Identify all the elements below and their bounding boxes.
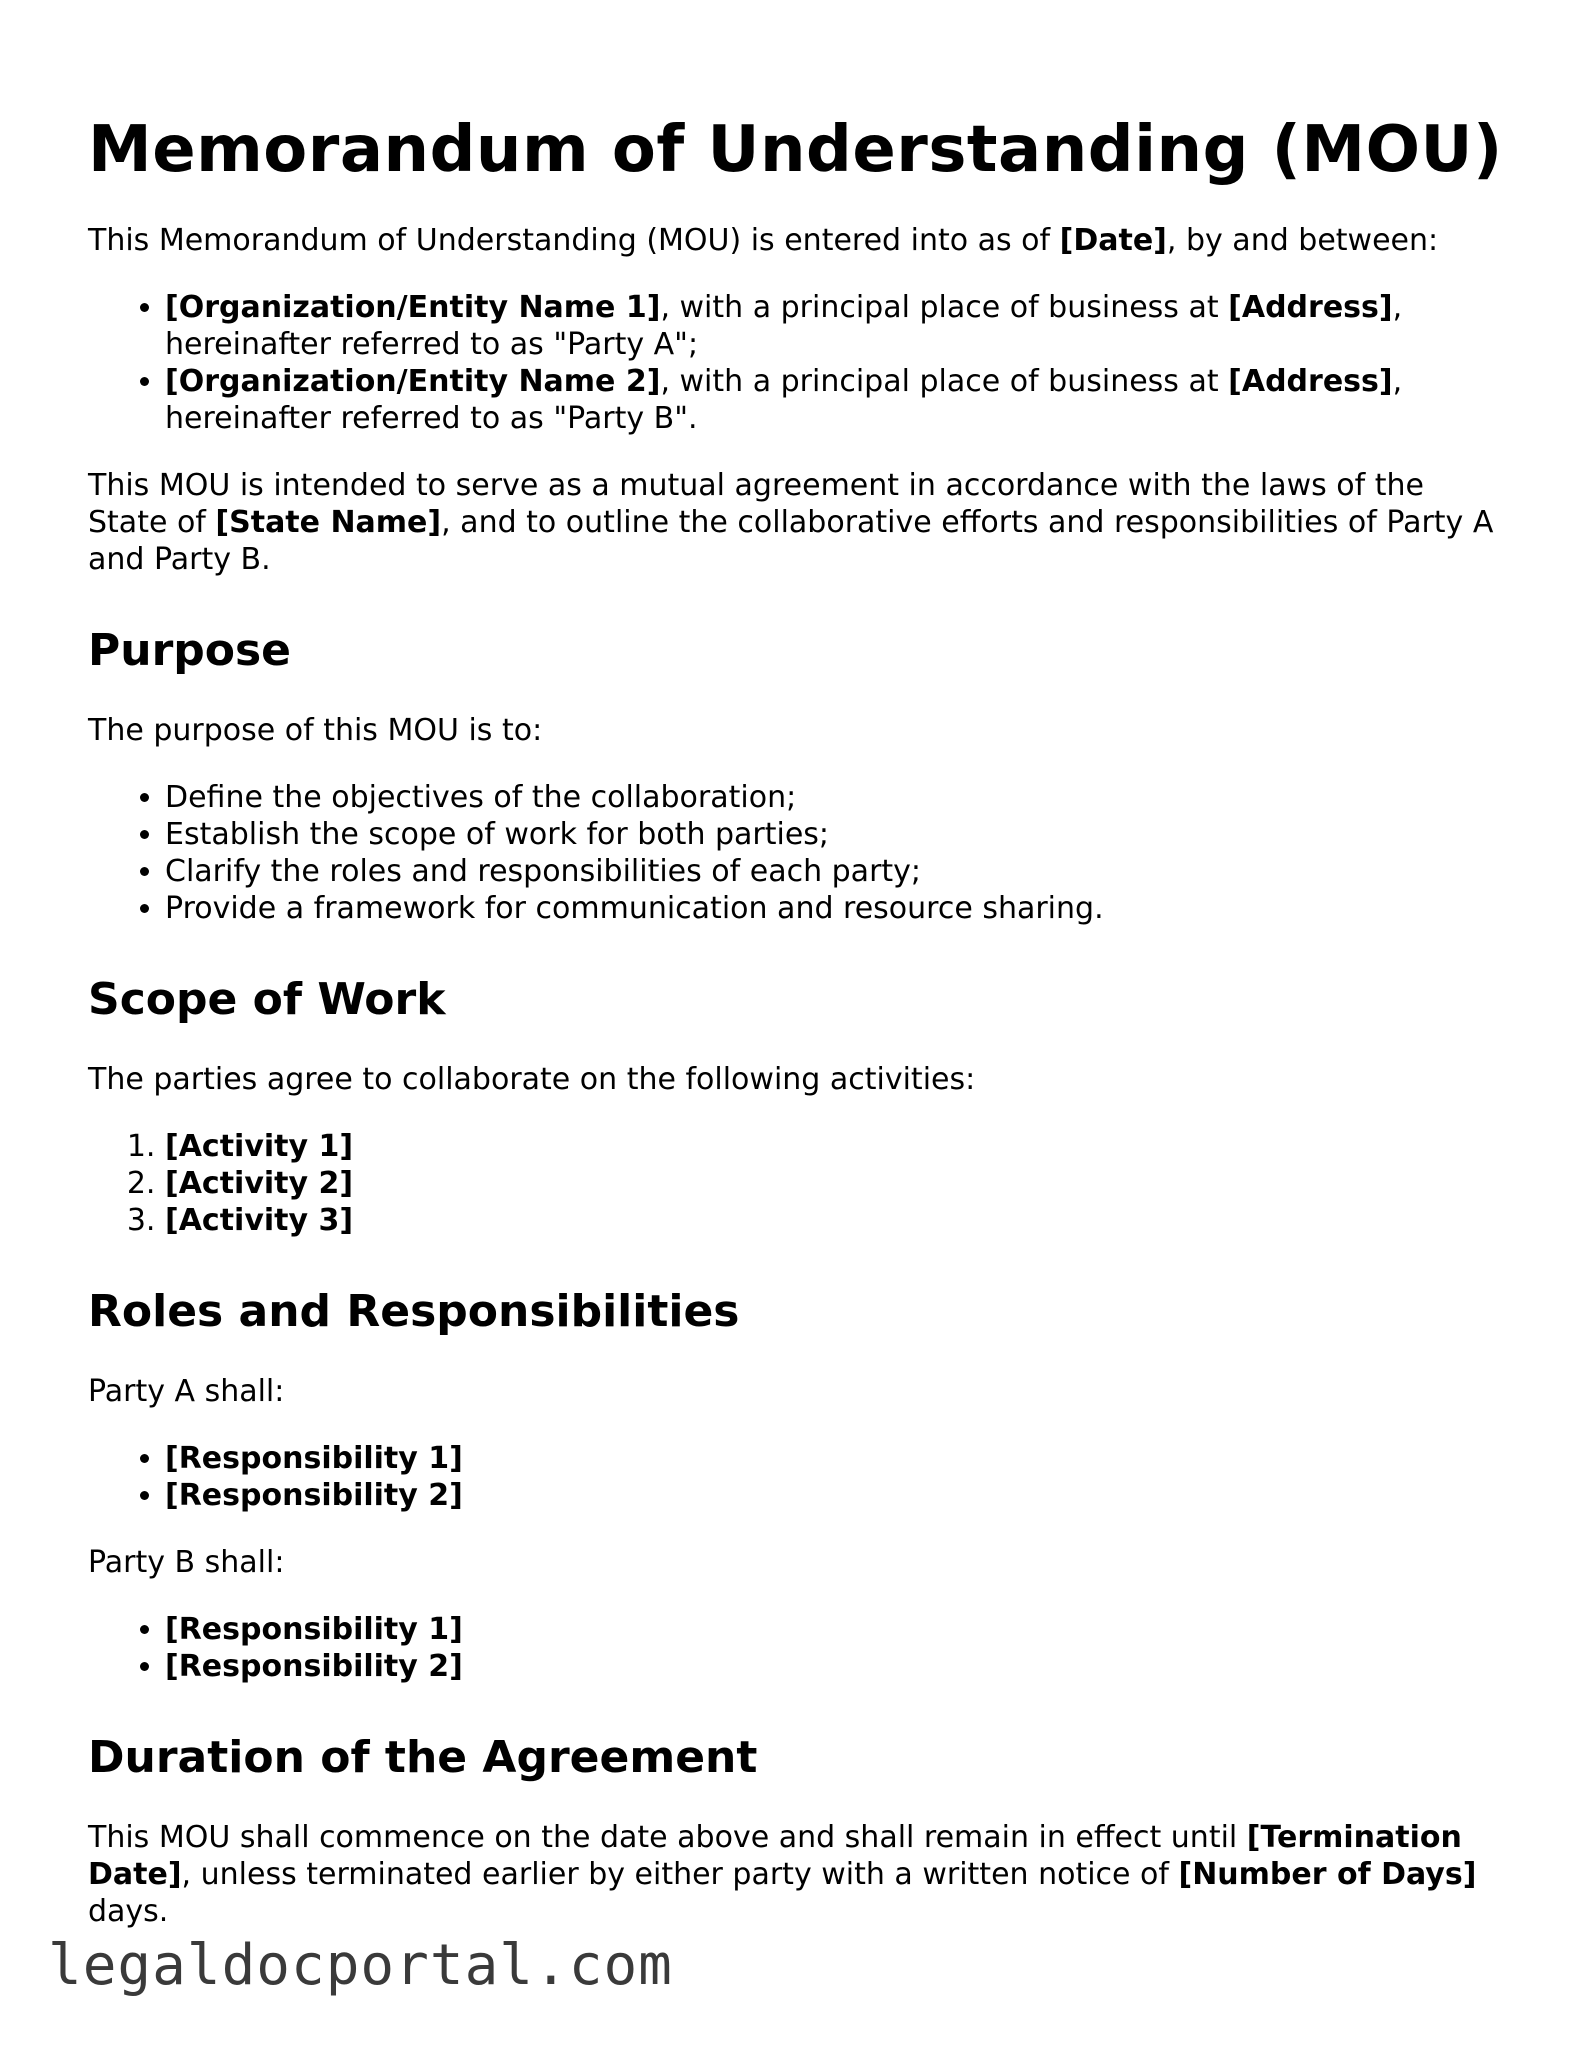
duration-text-after: days. bbox=[88, 1894, 169, 1929]
intent-text-after: , and to outline the collaborative efforts and responsibilities of Party A and Party B. bbox=[88, 505, 1494, 577]
duration-paragraph bbox=[88, 1819, 1508, 1930]
activity-placeholder: [Activity 2] bbox=[165, 1166, 354, 1201]
document-title: Memorandum of Understanding (MOU) bbox=[88, 113, 1503, 187]
responsibility-placeholder: [Responsibility 2] bbox=[165, 1478, 463, 1513]
party-a-middle: , with a principal place of business at bbox=[660, 290, 1229, 325]
document-page bbox=[88, 112, 1508, 1960]
parties-list bbox=[88, 289, 1508, 437]
list-item bbox=[165, 1128, 1508, 1165]
party-a-name: [Organization/Entity Name 1] bbox=[165, 290, 661, 325]
list-item: • Clarify the roles and responsibilities of each party; bbox=[165, 853, 1508, 890]
list-item: • Establish the scope of work for both parties; bbox=[165, 816, 1508, 853]
intent-paragraph bbox=[88, 467, 1508, 578]
activity-placeholder: [Activity 3] bbox=[165, 1203, 354, 1238]
termination-date-placeholder: [Termination Date] bbox=[88, 1820, 1462, 1892]
list-item bbox=[165, 1440, 1508, 1477]
date-placeholder: [Date] bbox=[1059, 223, 1167, 258]
party-b-suffix: , hereinafter referred to as "Party B". bbox=[165, 364, 1403, 436]
site-watermark: legaldocportal.com bbox=[48, 1933, 673, 1998]
list-item: • Define the objectives of the collaboration; bbox=[165, 779, 1508, 816]
scope-lead: The parties agree to collaborate on the following activities: bbox=[88, 1062, 976, 1097]
state-placeholder: [State Name] bbox=[215, 505, 442, 540]
duration-text-before: This MOU shall commence on the date above and shall remain in effect until bbox=[88, 1820, 1247, 1855]
purpose-heading: Purpose bbox=[88, 625, 292, 676]
scope-list bbox=[88, 1128, 1508, 1239]
party-b-item bbox=[165, 363, 1508, 437]
responsibility-placeholder: [Responsibility 2] bbox=[165, 1649, 463, 1684]
party-a-address: [Address] bbox=[1228, 290, 1393, 325]
number-of-days-placeholder: [Number of Days] bbox=[1178, 1857, 1477, 1892]
intent-text-before: This MOU is intended to serve as a mutual agreement in accordance with the laws of the State of bbox=[88, 468, 1424, 540]
party-a-suffix: , hereinafter referred to as "Party A"; bbox=[165, 290, 1403, 362]
list-item bbox=[165, 1611, 1508, 1648]
party-b-address: [Address] bbox=[1228, 364, 1393, 399]
list-item bbox=[165, 1648, 1508, 1685]
party-b-middle: , with a principal place of business at bbox=[660, 364, 1229, 399]
party-a-item bbox=[165, 289, 1508, 363]
list-item: • Provide a framework for communication and resource sharing. bbox=[165, 890, 1508, 927]
responsibility-placeholder: [Responsibility 1] bbox=[165, 1612, 463, 1647]
party-a-responsibilities bbox=[88, 1440, 1508, 1514]
duration-heading: Duration of the Agreement bbox=[88, 1732, 758, 1783]
purpose-lead: The purpose of this MOU is to: bbox=[88, 713, 543, 748]
intro-paragraph bbox=[88, 222, 1508, 259]
list-item bbox=[165, 1202, 1508, 1239]
party-b-responsibilities bbox=[88, 1611, 1508, 1685]
intro-text-after: , by and between: bbox=[1166, 223, 1439, 258]
purpose-list bbox=[88, 779, 1508, 927]
list-item bbox=[165, 1477, 1508, 1514]
roles-heading: Roles and Responsibilities bbox=[88, 1286, 740, 1337]
duration-text-middle: , unless terminated earlier by either party with a written notice of bbox=[181, 1857, 1179, 1892]
intro-text-before: This Memorandum of Understanding (MOU) is entered into as of bbox=[88, 223, 1060, 258]
party-b-name: [Organization/Entity Name 2] bbox=[165, 364, 661, 399]
scope-heading: Scope of Work bbox=[88, 974, 446, 1025]
activity-placeholder: [Activity 1] bbox=[165, 1129, 354, 1164]
party-b-lead: Party B shall: bbox=[88, 1545, 285, 1580]
list-item bbox=[165, 1165, 1508, 1202]
responsibility-placeholder: [Responsibility 1] bbox=[165, 1441, 463, 1476]
party-a-lead: Party A shall: bbox=[88, 1374, 285, 1409]
